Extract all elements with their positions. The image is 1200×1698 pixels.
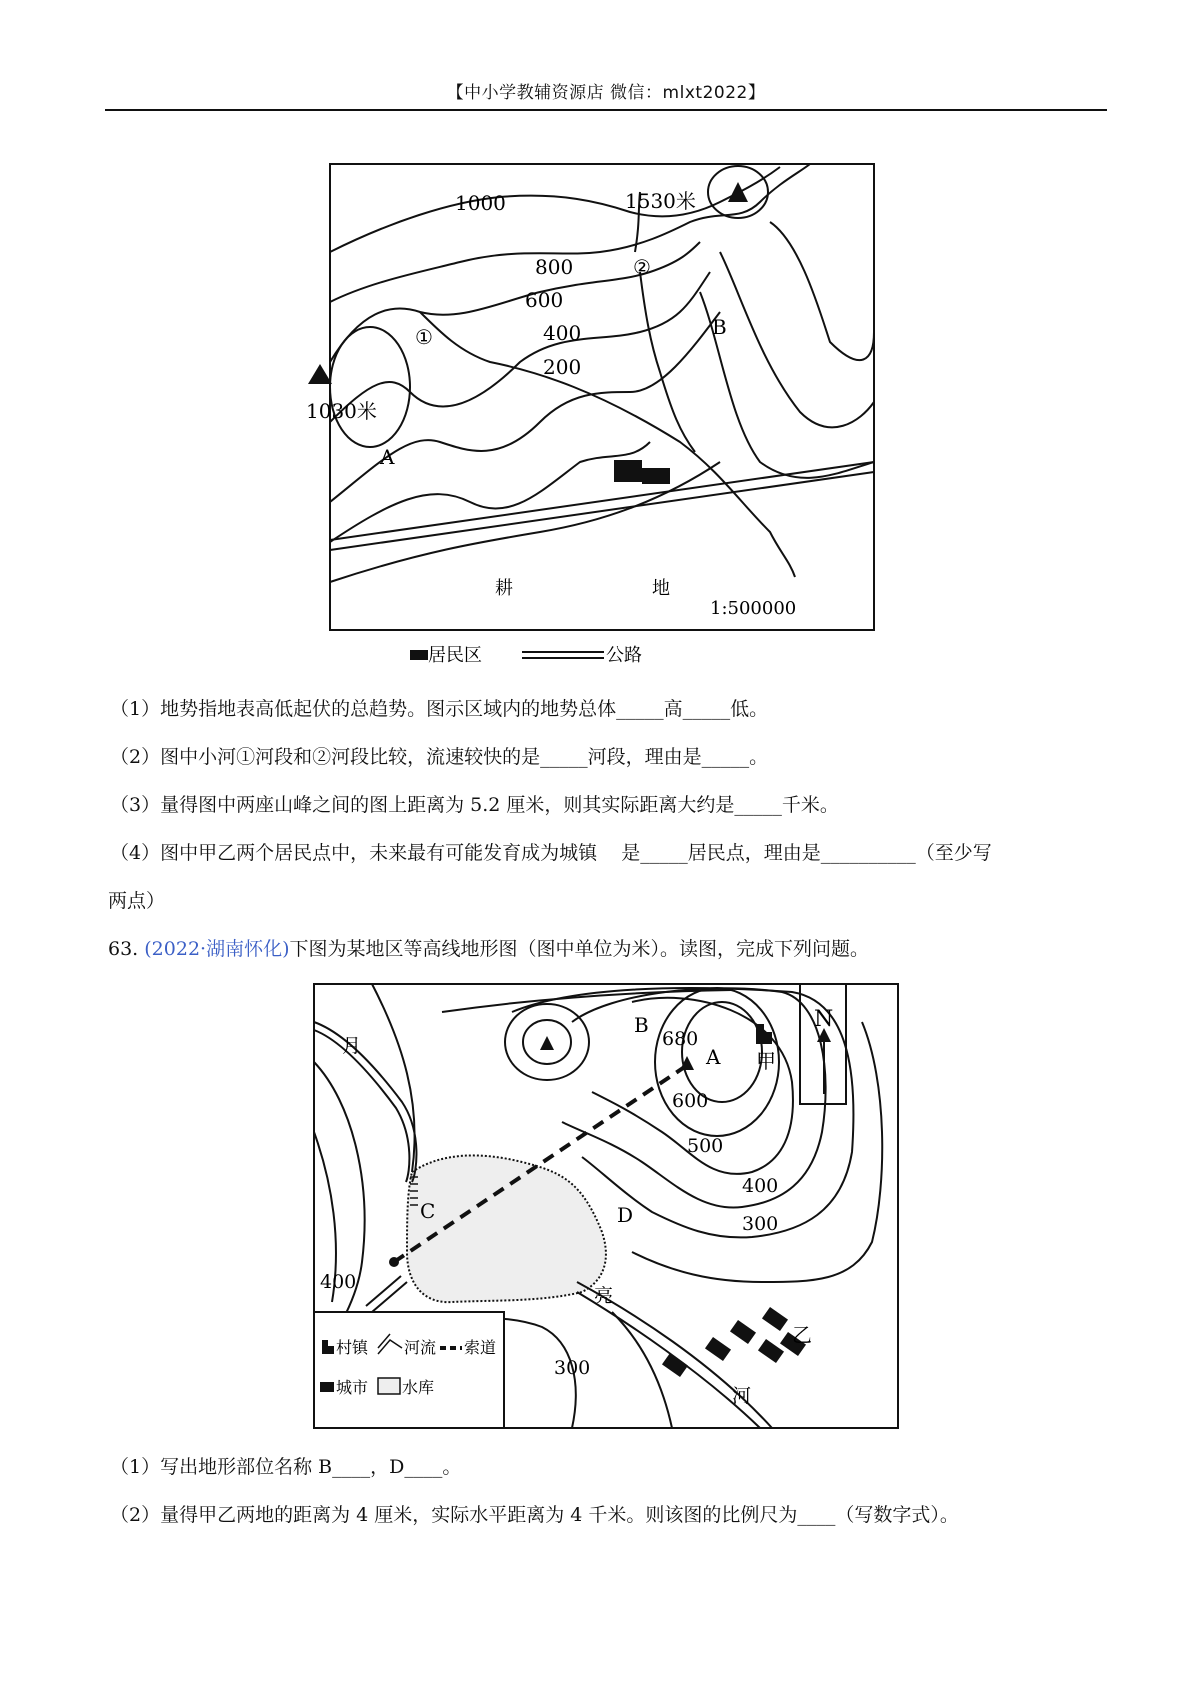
contour-label: 400 xyxy=(320,1271,357,1293)
legend-reservoir-icon xyxy=(378,1378,400,1394)
page-header: 【中小学教辅资源店 微信：mlxt2022】 xyxy=(446,83,766,103)
legend-residential-icon xyxy=(410,650,428,660)
river-yueliang xyxy=(314,1022,416,1182)
peak-left-icon xyxy=(308,364,332,384)
point-a: A xyxy=(380,445,395,469)
reservoir xyxy=(407,1155,606,1302)
river-1 xyxy=(420,312,795,577)
contour-label: 300 xyxy=(742,1213,779,1235)
legend-city-label: 城市 xyxy=(336,1378,369,1397)
peak-top-label: 1530米 xyxy=(625,189,696,213)
map1-scale: 1:500000 xyxy=(710,598,797,619)
q1-part2: （2）图中小河①河段和②河段比较，流速较快的是_____河段，理由是_____。 xyxy=(110,746,769,768)
river-marker-1: ① xyxy=(415,325,433,349)
peak-top-icon xyxy=(728,182,748,202)
contour-peak-a-1 xyxy=(682,1002,762,1102)
residential-block xyxy=(614,460,642,482)
contour-label: 400 xyxy=(742,1175,779,1197)
label-jia: 甲 xyxy=(756,1049,776,1073)
river-outlet xyxy=(366,1276,407,1312)
question-63 xyxy=(108,934,1098,964)
contour-label: 200 xyxy=(543,355,582,379)
legend-residential-label: 居民区 xyxy=(428,645,482,666)
legend-road-label: 公路 xyxy=(606,645,642,666)
contour-label: 600 xyxy=(525,288,564,312)
q2-part1: （1）写出地形部位名称 B____，D____。 xyxy=(110,1456,462,1478)
legend-box xyxy=(314,1312,504,1428)
header-rule xyxy=(105,109,1107,111)
legend-city-icon xyxy=(320,1382,334,1392)
point-c: C xyxy=(420,1199,436,1223)
peak-small-icon xyxy=(540,1036,554,1050)
legend-reservoir-label: 水库 xyxy=(402,1378,435,1397)
contour-ridge-b xyxy=(700,222,874,478)
farmland-label-2: 地 xyxy=(652,578,670,599)
q1-part4-cont: 两点） xyxy=(108,890,166,912)
map1-frame xyxy=(330,164,874,630)
contour-label: 300 xyxy=(554,1357,591,1379)
contour-label: 500 xyxy=(687,1135,724,1157)
contour-label: 800 xyxy=(535,255,574,279)
q1-part3: （3）量得图中两座山峰之间的图上距离为 5.2 厘米，则其实际距离大约是_____千米。 xyxy=(110,794,839,816)
village-jia-icon xyxy=(756,1024,772,1044)
contour-map-2 xyxy=(312,982,900,1430)
peak-left-label: 1030米 xyxy=(306,399,377,423)
q1-part1: （1）地势指地表高低起伏的总趋势。图示区域内的地势总体_____高_____低。 xyxy=(110,698,769,720)
farmland-label-1: 耕 xyxy=(495,578,513,599)
river-label-yue: 月 xyxy=(342,1035,362,1057)
river-marker-2: ② xyxy=(633,255,651,279)
contour-map-1 xyxy=(300,162,880,670)
cableway-end xyxy=(389,1257,399,1267)
question-number: 63. xyxy=(108,938,145,960)
north-label: N xyxy=(814,1007,834,1032)
question-source-link[interactable]: (2022·湖南怀化) xyxy=(144,938,290,960)
legend-village-label: 村镇 xyxy=(336,1338,369,1357)
legend-cableway-label: 索道 xyxy=(464,1338,497,1357)
question-text: 下图为某地区等高线地形图（图中单位为米）。读图，完成下列问题。 xyxy=(289,938,869,960)
point-a: A xyxy=(706,1045,721,1069)
river-label-liang: 亮 xyxy=(594,1285,614,1307)
point-d: D xyxy=(617,1203,634,1227)
contour-label: 1000 xyxy=(455,191,506,215)
q2-part2: （2）量得甲乙两地的距离为 4 厘米，实际水平距离为 4 千米。则该图的比例尺为____（写数字式）。 xyxy=(110,1504,959,1526)
label-yi: 乙 xyxy=(792,1323,812,1347)
contour-label: 400 xyxy=(543,321,582,345)
q1-part4: （4）图中甲乙两个居民点中，未来最有可能发育成为城镇 是_____居民点，理由是__________（至少写 xyxy=(110,842,992,864)
peak-value-label: 680 xyxy=(662,1028,699,1050)
legend-river-label: 河流 xyxy=(404,1338,437,1357)
contour-label: 600 xyxy=(672,1090,709,1112)
river-label-he: 河 xyxy=(732,1385,752,1407)
city-yi-icon xyxy=(662,1307,806,1377)
point-b: B xyxy=(634,1013,649,1037)
road-line-2 xyxy=(330,472,874,550)
contour-peak-left xyxy=(330,327,410,447)
road-line-1 xyxy=(330,462,874,540)
contour-west xyxy=(314,984,415,1362)
point-b: B xyxy=(712,315,727,339)
